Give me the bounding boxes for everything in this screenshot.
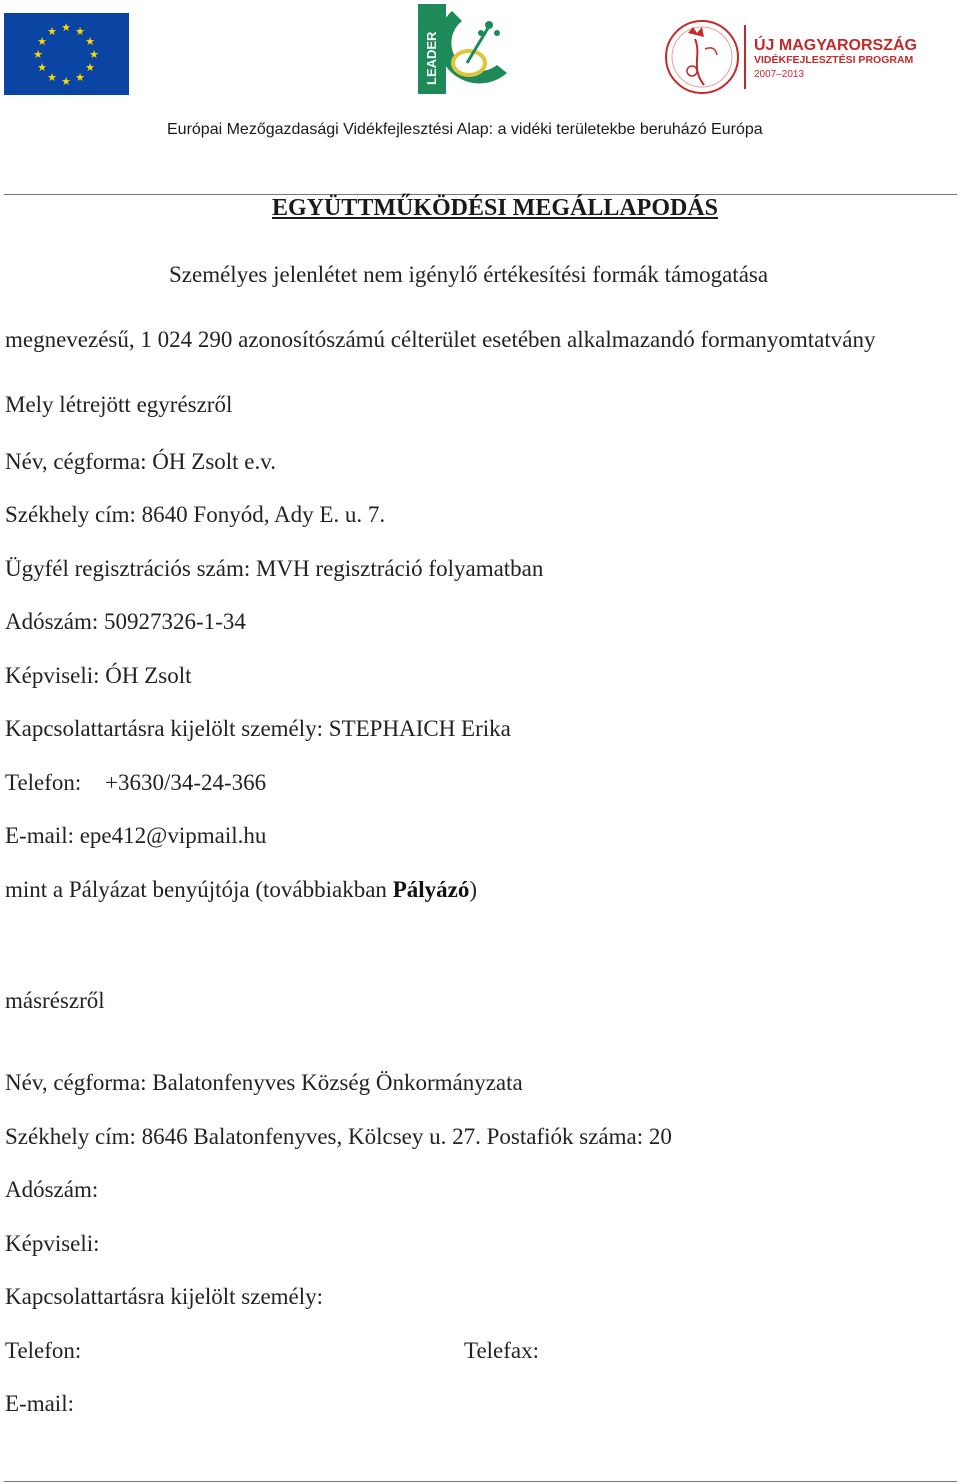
svg-text:★: ★ <box>37 35 47 48</box>
party2-fax: Telefax: <box>464 1338 540 1363</box>
eu-flag-logo <box>4 13 129 95</box>
leader-logo <box>417 3 510 95</box>
party1-name: Név, cégforma: ÓH Zsolt e.v. <box>5 449 277 474</box>
party2-tax: Adószám: <box>5 1177 99 1202</box>
party2-email: E-mail: <box>5 1391 74 1416</box>
party2-name: Név, cégforma: Balatonfenyves Község Önkormányzata <box>5 1070 523 1095</box>
party2-contact: Kapcsolattartásra kijelölt személy: <box>5 1284 324 1309</box>
party1-registration: Ügyfél regisztrációs szám: MVH regisztráció folyamatban <box>5 556 544 581</box>
party2-representative: Képviseli: <box>5 1231 100 1256</box>
footer-divider <box>4 1481 957 1482</box>
party1-role-prefix: mint a Pályázat benyújtója (továbbiakban <box>5 877 393 902</box>
svg-text:★: ★ <box>47 71 57 84</box>
party1-role-suffix: ) <box>469 877 478 902</box>
svg-text:★: ★ <box>61 75 71 88</box>
party1-tax: Adószám: 50927326-1-34 <box>5 609 246 634</box>
party2-heading: másrészről <box>5 988 105 1013</box>
svg-text:★: ★ <box>85 61 95 74</box>
uj-magyarorszag-logo <box>662 15 922 100</box>
svg-text:★: ★ <box>85 35 95 48</box>
party1-address: Székhely cím: 8640 Fonyód, Ady E. u. 7. <box>5 502 386 527</box>
party1-role <box>5 877 477 903</box>
document-subtitle: Személyes jelenlétet nem igénylő értékesítési formák támogatása <box>169 262 769 287</box>
party1-role-bold: Pályázó <box>392 877 470 902</box>
party1-contact: Kapcsolattartásra kijelölt személy: STEPHAICH Erika <box>5 716 511 741</box>
svg-text:★: ★ <box>47 25 57 38</box>
party2-phone: Telefon: <box>5 1338 82 1363</box>
svg-text:★: ★ <box>61 21 71 34</box>
leader-logo-text: LEADER <box>424 31 439 85</box>
party1-representative: Képviseli: ÓH Zsolt <box>5 663 192 688</box>
party1-phone-value: +3630/34-24-366 <box>105 770 267 795</box>
svg-text:★: ★ <box>75 71 85 84</box>
document-intro: megnevezésű, 1 024 290 azonosítószámú célterület esetében alkalmazandó formanyomtatvány <box>5 327 876 352</box>
ujm-logo-line3: 2007–2013 <box>754 69 805 80</box>
document-title: EGYÜTTMŰKÖDÉSI MEGÁLLAPODÁS <box>271 195 719 221</box>
party1-email: E-mail: epe412@vipmail.hu <box>5 823 267 848</box>
svg-text:★: ★ <box>89 48 99 61</box>
svg-text:★: ★ <box>33 48 43 61</box>
party1-heading: Mely létrejött egyrészről <box>5 392 233 417</box>
ujm-logo-line2: VIDÉKFEJLESZTÉSI PROGRAM <box>754 54 914 66</box>
ujm-logo-line1: ÚJ MAGYARORSZÁG <box>754 37 917 54</box>
svg-text:★: ★ <box>75 25 85 38</box>
fund-line: Európai Mezőgazdasági Vidékfejlesztési Alap: a vidéki területekbe beruházó Európa <box>167 121 763 138</box>
svg-text:★: ★ <box>37 61 47 74</box>
party2-address: Székhely cím: 8646 Balatonfenyves, Kölcsey u. 27. Postafiók száma: 20 <box>5 1124 672 1149</box>
party1-phone-label: Telefon: <box>5 770 82 795</box>
